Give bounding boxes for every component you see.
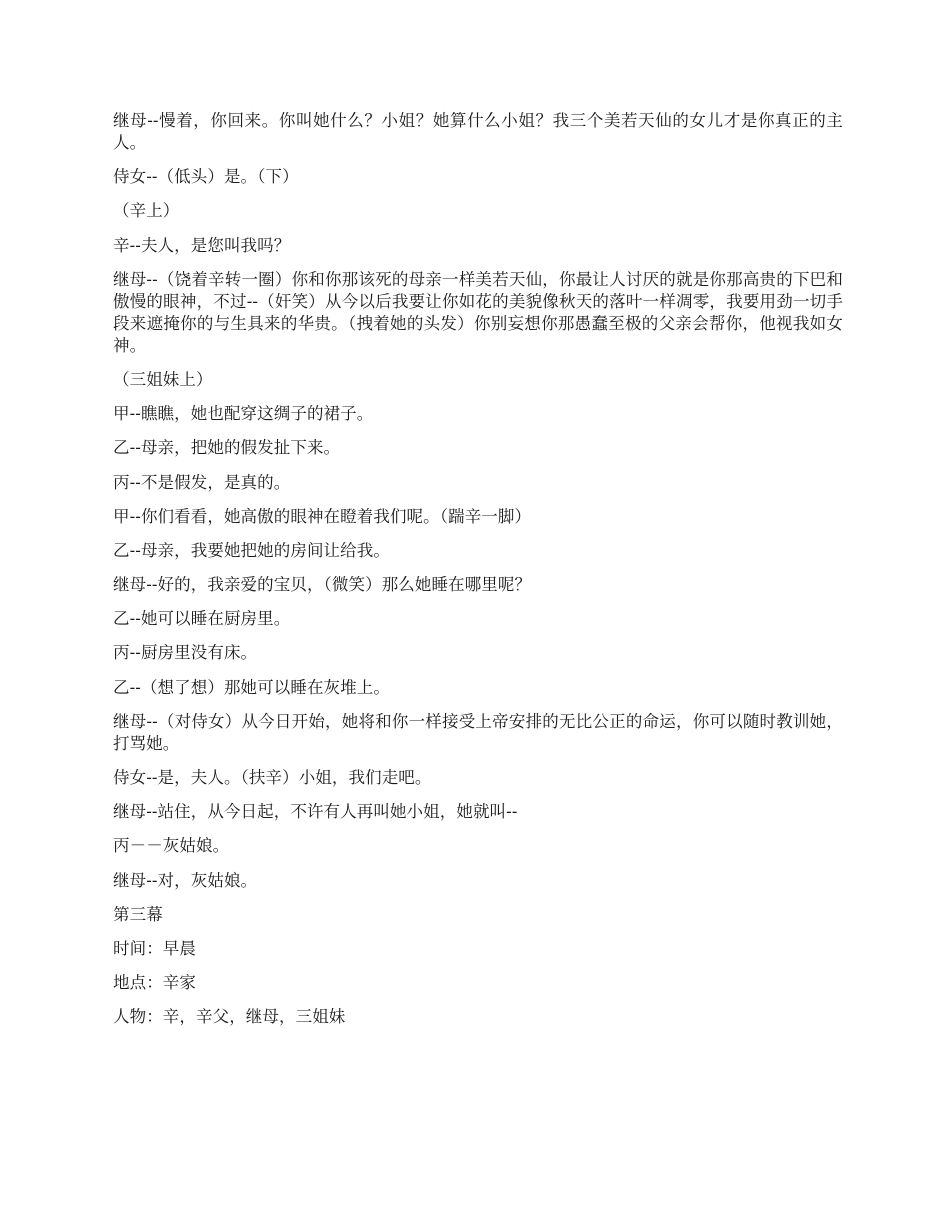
scene-time: 时间：早晨 [113,938,196,958]
dialogue-line: 继母--对，灰姑娘。 [113,870,258,890]
dialogue-line: 丙--不是假发，是真的。 [113,472,291,492]
stage-direction: （辛上） [113,201,180,221]
act-heading: 第三幕 [113,904,163,924]
dialogue-line: 乙--母亲，把她的假发扯下来。 [113,438,341,458]
dialogue-line: 乙--母亲，我要她把她的房间让给我。 [113,540,390,560]
dialogue-line: 甲--瞧瞧，她也配穿这绸子的裙子。 [113,404,374,424]
script-text [113,110,843,1041]
dialogue-line: 侍女--（低头）是。（下） [113,167,299,187]
scene-location: 地点：辛家 [113,973,196,993]
dialogue-line: 继母--（饶着辛转一圈）你和你那该死的母亲一样美若天仙，你最让人讨厌的就是你那高贵的下巴和傲慢的眼神，不过--（奸笑）从今以后我要让你如花的美貌像秋天的落叶一样凋零，我要用劲一切手段来遮掩你的与生具来的华贵。（拽着她的头发）你别妄想你那愚蠢至极的父亲会帮你，他视我如女神。 [113,269,843,355]
dialogue-line: 辛--夫人，是您叫我吗？ [113,235,291,255]
dialogue-line: 继母--（对侍女）从今日开始，她将和你一样接受上帝安排的无比公正的命运，你可以随时教训她，打骂她。 [113,711,843,753]
dialogue-line: 继母--慢着，你回来。你叫她什么？小姐？她算什么小姐？我三个美若天仙的女儿才是你真正的主人。 [113,111,843,152]
dialogue-line: 乙--她可以睡在厨房里。 [113,609,291,629]
scene-characters: 人物：辛，辛父，继母，三姐妹 [113,1007,346,1027]
dialogue-line: 侍女--是，夫人。（扶辛）小姐，我们走吧。 [113,768,432,787]
dialogue-line: 丙--厨房里没有床。 [113,643,258,663]
dialogue-line: 继母--站住，从今日起，不许有人再叫她小姐，她就叫-- [113,802,518,822]
dialogue-line: 继母--好的，我亲爱的宝贝，（微笑）那么她睡在哪里呢？ [113,575,532,595]
dialogue-line: 乙--（想了想）那她可以睡在灰堆上。 [113,677,390,697]
dialogue-line: 甲--你们看看，她高傲的眼神在瞪着我们呢。（踹辛一脚） [113,506,532,526]
dialogue-line: 丙－－灰姑娘。 [113,836,230,856]
stage-direction: （三姐妹上） [113,369,213,389]
